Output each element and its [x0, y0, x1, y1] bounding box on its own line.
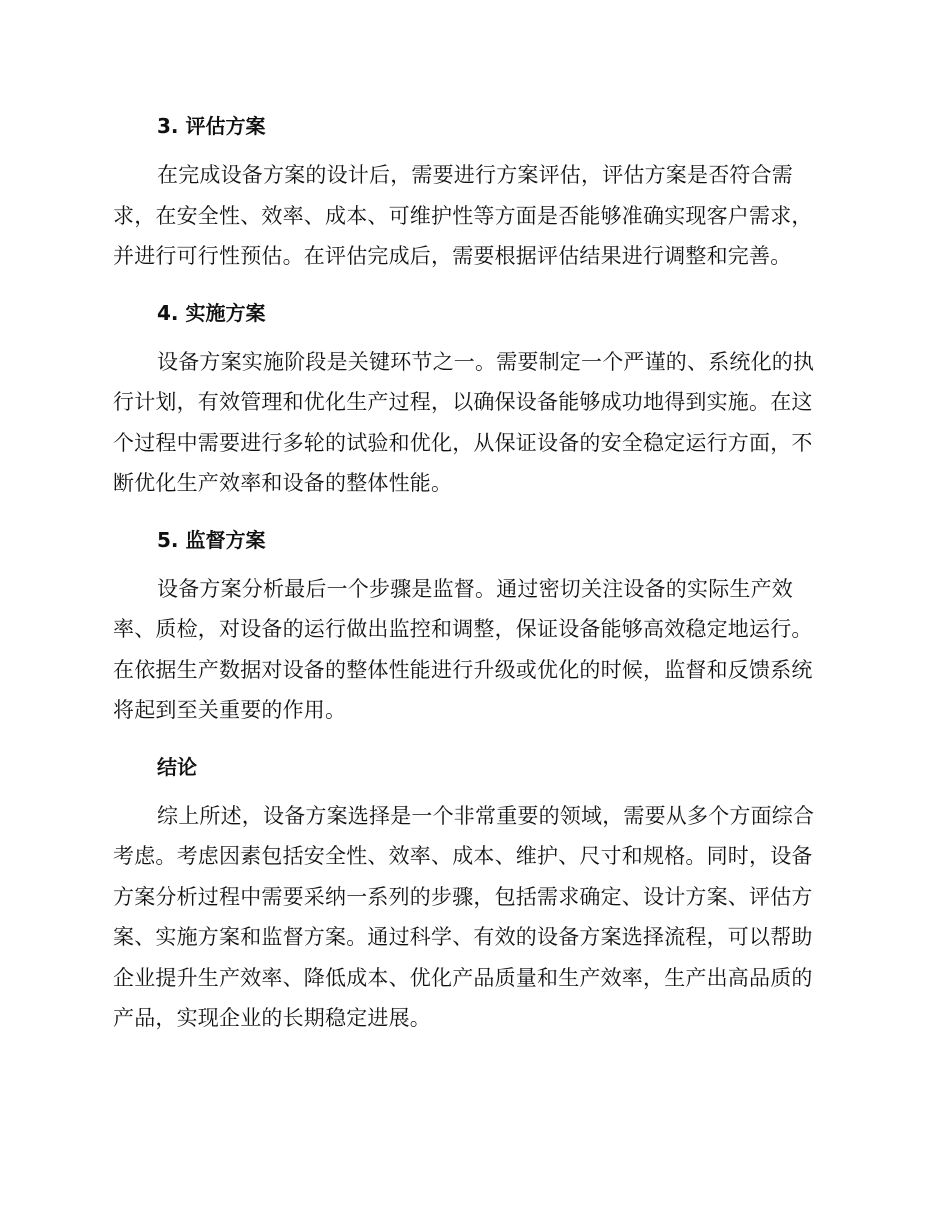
- section-heading: 3. 评估方案: [157, 114, 266, 138]
- section-supervise-plan: [113, 524, 833, 731]
- section-heading: 5. 监督方案: [157, 527, 266, 552]
- document-content: [113, 110, 833, 1059]
- section-paragraph: 综上所述，设备方案选择是一个非常重要的领域，需要从多个方面综合考虑。考虑因素包括安全性、效率、成本、维护、尺寸和规格。同时，设备方案分析过程中需要采纳一系列的步骤，包括需求确定、设计方案、评估方案、实施方案和监督方案。通过科学、有效的设备方案选择流程，可以帮助企业提升生产效率、降低成本、优化产品质量和生产效率，生产出高品质的产品，实现企业的长期稳定进展。: [113, 803, 815, 1030]
- section-heading: 结论: [157, 754, 197, 779]
- section-paragraph: 设备方案实施阶段是关键环节之一。需要制定一个严谨的、系统化的执行计划，有效管理和优化生产过程，以确保设备能够成功地得到实施。在这个过程中需要进行多轮的试验和优化，从保证设备的安全稳定运行方面，不断优化生产效率和设备的整体性能。: [113, 349, 815, 495]
- section-paragraph: 设备方案分析最后一个步骤是监督。通过密切关注设备的实际生产效率、质检，对设备的运行做出监控和调整，保证设备能够高效稳定地运行。在依据生产数据对设备的整体性能进行升级或优化的时候，监督和反馈系统将起到至关重要的作用。: [113, 576, 813, 722]
- section-implement-plan: [113, 297, 833, 504]
- section-conclusion: [113, 751, 833, 1039]
- section-heading: 4. 实施方案: [157, 300, 266, 325]
- section-evaluate-plan: [113, 110, 833, 277]
- section-paragraph: 在完成设备方案的设计后，需要进行方案评估，评估方案是否符合需求，在安全性、效率、成本、可维护性等方面是否能够准确实现客户需求，并进行可行性预估。在评估完成后，需要根据评估结果进行调整和完善。: [113, 163, 813, 268]
